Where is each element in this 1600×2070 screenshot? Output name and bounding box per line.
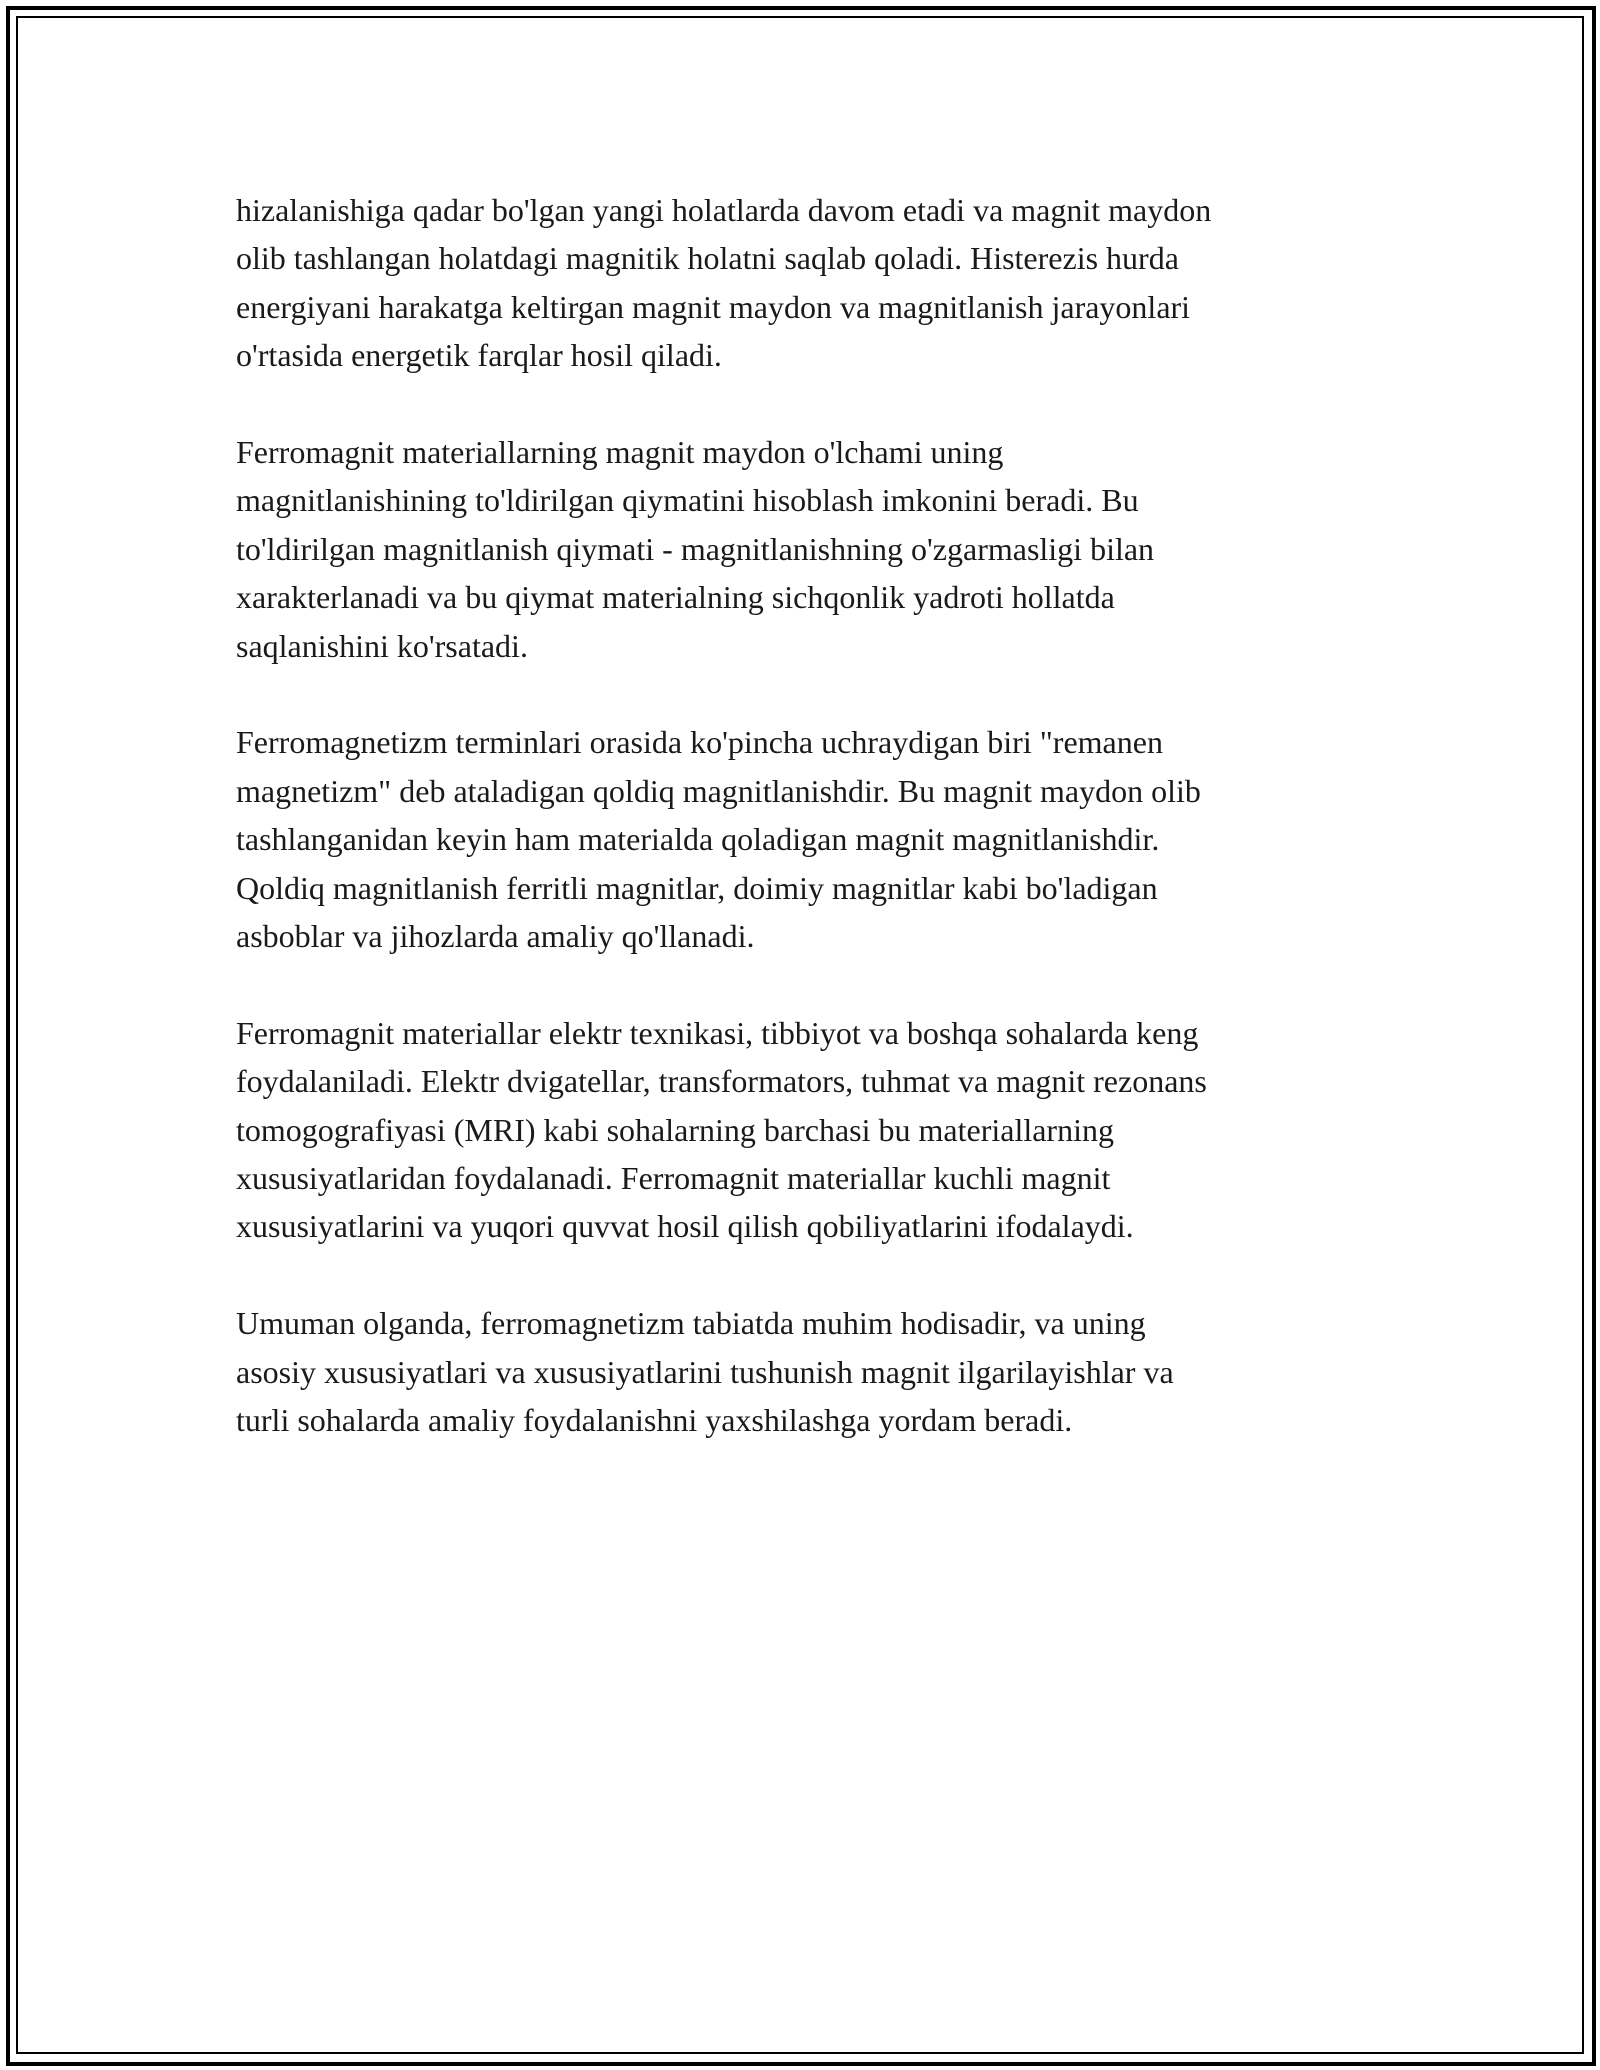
paragraph-conclusion: Umuman olganda, ferromagnetizm tabiatda muhim hodisadir, va uning asosiy xususiyatlari va xususiyatlarini tushunish magnit ilgarilayishlar va turli sohalarda amaliy foydalanishni yaxshilashga yordam beradi. <box>236 1305 1174 1439</box>
paragraph-saturation: Ferromagnit materiallarning magnit maydon o'lchami uning magnitlanishining to'ldirilgan qiymatini hisoblash imkonini beradi. Bu to'ldirilgan magnitlanish qiymati - magnitlanishning o'zgarmasligi bilan xarakterlanadi va bu qiymat materialning sichqonlik yadroti hollatda saqlanishini ko'rsatadi. <box>236 434 1155 664</box>
paragraph-applications: Ferromagnit materiallar elektr texnikasi, tibbiyot va boshqa sohalarda keng foydalaniladi. Elektr dvigatellar, transformators, tuhmat va magnit rezonans tomogografiyasi (MRI) kabi sohalarning barchasi bu materiallarning xususiyatlaridan foydalanadi. Ferromagnit materiallar kuchli magnit xususiyatlarini va yuqori quvvat hosil qilish qobiliyatlarini ifodalaydi. <box>236 1014 1207 1245</box>
paragraph-hysteresis: hizalanishiga qadar bo'lgan yangi holatlarda davom etadi va magnit maydon olib tashlangan holatdagi magnitik holatni saqlab qoladi. Histerezis hurda energiyani harakatga keltirgan magnit maydon va magnitlanish jarayonlari o'rtasida energetik farqlar hosil qiladi. <box>236 192 1212 374</box>
paragraph-remanence: Ferromagnetizm terminlari orasida ko'pincha uchraydigan biri "remanen magnetizm" deb ataladigan qoldiq magnitlanishdir. Bu magnit maydon olib tashlanganidan keyin ham materialda qoladigan magnit magnitlanishdir. Qoldiq magnitlanish ferritli magnitlar, doimiy magnitlar kabi bo'ladigan asboblar va jihozlarda amaliy qo'llanadi. <box>236 724 1201 955</box>
document-body <box>236 186 1386 1493</box>
